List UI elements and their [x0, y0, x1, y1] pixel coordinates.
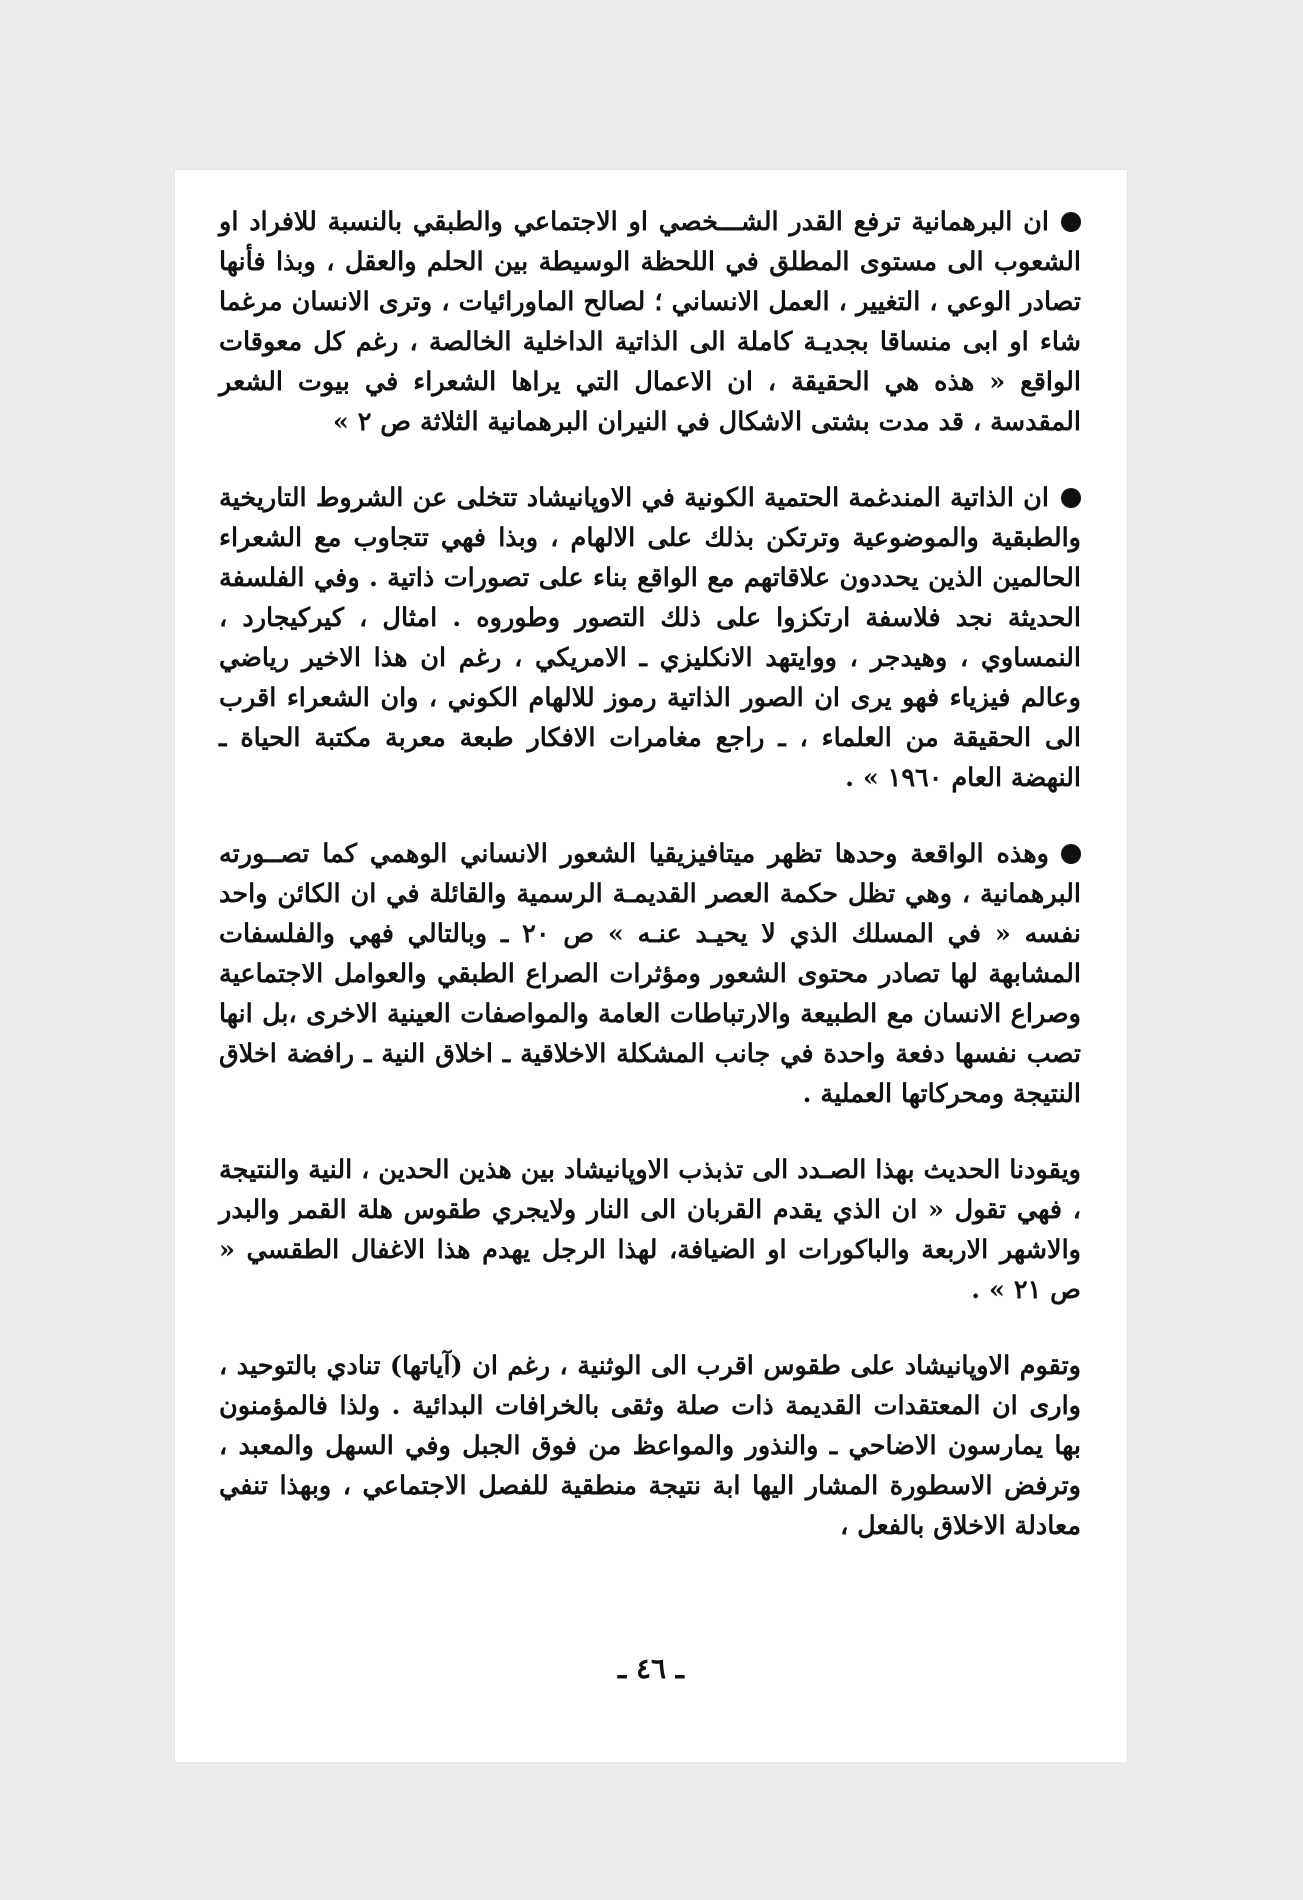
paragraph-3: [219, 834, 1081, 1114]
paragraph-text: وتقوم الاوپانيشاد على طقوس اقرب الى الوثنية ، رغم ان (آياتها) تنادي بالتوحيد ، وارى ان المعتقدات القديمة ذات صلة وثقى بالخرافات البدائية . ولذا فالمؤمنون بها يمارسون الاضاحي ـ والنذور والمواعظ من فوق الجبل وفي السهل والمعبد ، وترفض الاسطورة المشار اليها ابة نتيجة منطقية للفصل الاجتماعي ، وبهذا تنفي معادلة الاخلاق بالفعل ،: [219, 1351, 1081, 1541]
paragraph-text: وهذه الواقعة وحدها تظهر ميتافيزيقيا الشعور الانساني الوهمي كما تصــورته البرهمانية ، وهي تظل حكمة العصر القديمـة الرسمية والقائلة في ان الكائن واحد نفسه « في المسلك الذي لا يحيـد عنـه » ص ٢٠ ـ وبالتالي فهي والفلسفات المشابهة لها تصادر محتوى الشعور ومؤثرات الصراع الطبقي والعوامل الاجتماعية وصراع الانسان مع الطبيعة والارتباطات العامة والمواصفات العينية الاخرى ،بل انها تصب نفسها دفعة واحدة في جانب المشكلة الاخلاقية ـ اخلاق النية ـ رافضة اخلاق النتيجة ومحركاتها العملية .: [219, 839, 1081, 1109]
paragraph-1: [219, 202, 1081, 442]
paragraph-2: [219, 478, 1081, 798]
bullet-icon: [1061, 844, 1081, 864]
document-page: [175, 170, 1127, 1762]
page-number: ـ ٤٦ ـ: [618, 1652, 684, 1685]
paragraph-5: [219, 1346, 1081, 1546]
paragraph-4: [219, 1150, 1081, 1310]
body-text: [219, 202, 1081, 1546]
bullet-icon: [1061, 212, 1081, 232]
paragraph-text: ويقودنا الحديث بهذا الصـدد الى تذبذب الاوپانيشاد بين هذين الحدين ، النية والنتيجة ، فهي تقول « ان الذي يقدم القربان الى النار ولايجري طقوس هلة القمر والبدر والاشهر الاربعة والباكورات او الضيافة، لهذا الرجل يهدم هذا الاغفال الطقسي « ص ٢١ » .: [219, 1155, 1081, 1305]
paragraph-text: ان الذاتية المندغمة الحتمية الكونية في الاوپانيشاد تتخلى عن الشروط التاريخية والطبقية والموضوعية وترتكن بذلك على الالهام ، وبذا فهي تتجاوب مع الشعراء الحالمين الذين يحددون علاقاتهم مع الواقع بناء على تصورات ذاتية . وفي الفلسفة الحديثة نجد فلاسفة ارتكزوا على ذلك التصور وطوروه . امثال ، كيركيجارد ، النمساوي ، وهيدجر ، ووايتهد الانكليزي ـ الامريكي ، رغم ان هذا الاخير رياضي وعالم فيزياء فهو يرى ان الصور الذاتية رموز للالهام الكوني ، وان الشعراء اقرب الى الحقيقة من العلماء ، ـ راجع مغامرات الافكار طبعة معربة مكتبة الحياة ـ النهضة العام ١٩٦٠ » .: [219, 483, 1081, 793]
bullet-icon: [1061, 488, 1081, 508]
paragraph-text: ان البرهمانية ترفع القدر الشـــخصي او الاجتماعي والطبقي بالنسبة للافراد او الشعوب الى مستوى المطلق في اللحظة الوسيطة بين الحلم والعقل ، وبذا فأنها تصادر الوعي ، التغيير ، العمل الانساني ؛ لصالح الماورائيات ، وترى الانسان مرغما شاء او ابى منساقا بجديـة كاملة الى الذاتية الداخلية الخالصة ، رغم كل معوقات الواقع « هذه هي الحقيقة ، ان الاعمال التي يراها الشعراء في بيوت الشعر المقدسة ، قد مدت بشتى الاشكال في النيران البرهمانية الثلاثة ص ٢ »: [219, 207, 1081, 437]
